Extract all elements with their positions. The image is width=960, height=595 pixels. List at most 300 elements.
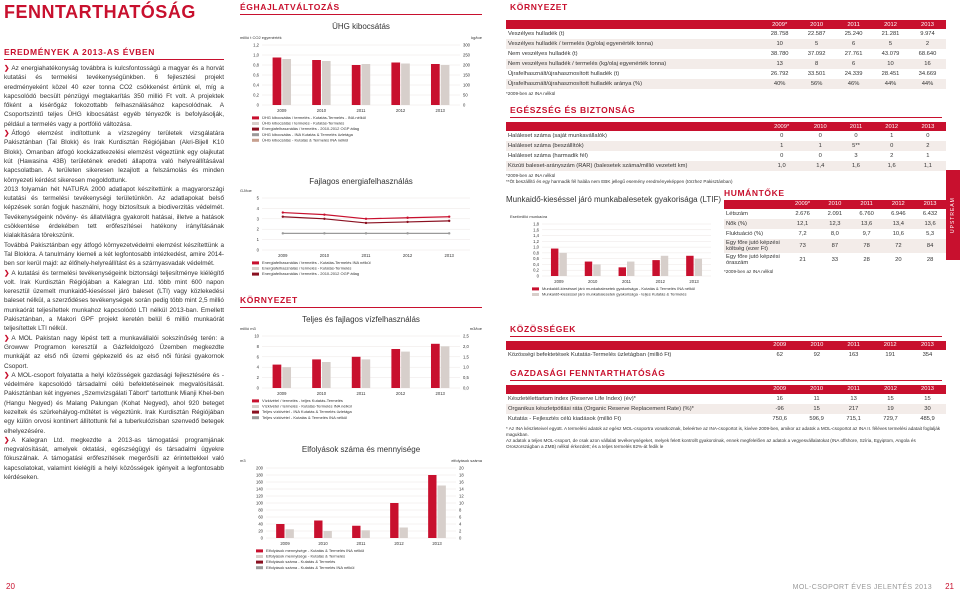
table-cell: 13 xyxy=(850,395,857,402)
table-cell: 15 xyxy=(924,395,931,402)
data-point xyxy=(282,216,284,218)
table-cell: 1 xyxy=(926,153,930,160)
data-point xyxy=(448,216,450,218)
bar xyxy=(352,65,361,105)
row-label: Veszélyes hulladék (t) xyxy=(508,31,565,37)
results-heading: EREDMÉNYEK A 2013-AS ÉVBEN xyxy=(4,47,156,57)
y-tick-label: 1,0 xyxy=(253,52,259,58)
table-cell: 9,7 xyxy=(862,230,871,237)
table-row xyxy=(506,151,946,161)
legend-swatch xyxy=(252,122,259,125)
table-cell: 56% xyxy=(798,79,835,89)
table-cell: 2 xyxy=(909,39,946,49)
table-row xyxy=(724,219,946,229)
column-header: 2011 xyxy=(851,200,883,209)
table-cell: 485,9 xyxy=(920,415,935,422)
column-header: 2010 xyxy=(802,122,838,131)
legend-label: Vízkivétel / termelés - Kutatás-Termelés INA nélkül xyxy=(262,403,352,409)
table-cell: 2.676 xyxy=(795,210,810,217)
table-cell: 10 xyxy=(761,39,798,49)
environment-heading: KÖRNYEZET xyxy=(240,295,298,305)
data-point xyxy=(323,218,325,220)
table-cell: 2.091 xyxy=(827,210,843,217)
table-cell: 6.432 xyxy=(922,210,938,217)
table-cell: 84 xyxy=(914,239,946,253)
legend-swatch xyxy=(532,293,539,296)
y-tick-label: 0 xyxy=(256,247,259,253)
y2-tick-label: 0 xyxy=(459,535,462,541)
bar xyxy=(585,261,592,275)
y-tick-label: 0,2 xyxy=(253,92,259,98)
y-tick-label: 0 xyxy=(260,535,263,541)
community-table xyxy=(506,341,946,360)
table-cell: 9.974 xyxy=(920,31,935,37)
column-header: 2009 xyxy=(761,341,798,350)
table-cell: 10 xyxy=(872,59,909,69)
y-tick-label: 0,8 xyxy=(533,249,539,255)
table-cell: 1,6 xyxy=(838,161,873,171)
table-cell: 0 xyxy=(818,133,822,140)
paragraph xyxy=(4,64,224,129)
table-row xyxy=(506,394,946,404)
legend-label: Munkaidő-kieséssel járó munkabalesetek gyakorisága - Kutatás & Termelés INA nélkül xyxy=(542,285,696,291)
table-row xyxy=(724,239,946,253)
y-tick-label: 60 xyxy=(258,514,263,520)
paragraph xyxy=(4,269,224,334)
table-cell: 28.758 xyxy=(770,31,789,37)
y2-tick-label: 16 xyxy=(459,479,464,485)
column-header: 2009 xyxy=(761,385,798,394)
bar xyxy=(314,521,322,539)
y-tick-label: 0,4 xyxy=(253,82,259,88)
row-label: Nem veszélyes hulladék / termelés (kg/olaj egyenérték tonna) xyxy=(506,59,761,69)
table-cell: 5,3 xyxy=(926,230,935,237)
page-number-left: 20 xyxy=(6,582,15,591)
table-cell: 33 xyxy=(831,256,839,263)
column-header: 2013 xyxy=(909,385,946,394)
column-header: 2013 xyxy=(909,20,946,29)
y-tick-label: 1 xyxy=(256,237,259,243)
y2-tick-label: 150 xyxy=(463,72,470,78)
x-tick-label: 2011 xyxy=(621,278,632,284)
table-cell: 191 xyxy=(885,351,896,358)
table-cell: 10,6 xyxy=(892,230,904,237)
legend-swatch xyxy=(252,405,259,408)
y-tick-label: 1,0 xyxy=(533,244,539,250)
table-cell: 72 xyxy=(882,239,914,253)
bar xyxy=(391,349,400,388)
legend-swatch xyxy=(252,128,259,131)
row-label: Újrafelhasznált/újrahasznosított hulladék (t) xyxy=(508,71,620,77)
bar xyxy=(695,258,702,275)
x-tick-label: 2013 xyxy=(432,541,442,546)
table-cell: 163 xyxy=(848,351,859,358)
table-cell: 92 xyxy=(813,351,821,358)
legend-label: Energiafelhasználás / termelés - Kutatás-Termelés INA nélkül xyxy=(262,260,371,265)
table-cell: 24.339 xyxy=(844,71,863,77)
table-cell: 12,1 xyxy=(786,219,819,229)
ltif-and-hr xyxy=(506,188,946,316)
ghg-chart xyxy=(236,15,486,165)
y2-tick-label: 1,5 xyxy=(463,354,469,360)
hse-notes xyxy=(506,173,946,185)
legend-swatch xyxy=(252,116,259,119)
table-cell: 7,2 xyxy=(798,230,807,237)
table-cell: 21.281 xyxy=(881,31,900,37)
table-cell: 6.946 xyxy=(891,210,906,217)
table-row xyxy=(724,253,946,267)
y-axis-unit: Eset/millió munkaóra xyxy=(510,213,548,219)
bar xyxy=(312,60,321,105)
bar xyxy=(286,529,294,538)
column-header: 2012 xyxy=(872,341,909,350)
column-header: 2013 xyxy=(914,200,946,209)
table-row xyxy=(506,131,946,141)
x-tick-label: 2012 xyxy=(395,108,406,113)
table-cell: 22.587 xyxy=(807,31,826,37)
table-cell: 33.501 xyxy=(807,71,826,77)
bar xyxy=(352,357,361,388)
hr-heading: HUMÁNTŐKE xyxy=(724,187,785,198)
legend-swatch xyxy=(252,139,259,142)
table-cell: 37.092 xyxy=(807,51,826,57)
footer-text: MOL-CSOPORT ÉVES JELENTÉS 2013 xyxy=(792,584,932,591)
bar xyxy=(282,59,291,105)
footnote: *2009-ben az INA nélkül xyxy=(506,173,556,179)
table-cell: 34.669 xyxy=(918,71,937,77)
bar xyxy=(282,367,291,388)
table-cell: 19 xyxy=(872,404,909,414)
paragraph-text: Továbbá Pakisztánban egy átfogó környezetvédelmi elemzést készítettünk a Tal Blokkra. A tanulmány kiemeli a két legfontosabb intézkedést, amire 2014-ben sor kerül majd: az élőhely-helyreállítást és a szárnyasvadak védelmét. xyxy=(4,241,224,268)
row-label: Nem veszélyes hulladék (t) xyxy=(508,51,578,57)
y-tick-label: 0,2 xyxy=(533,267,539,273)
legend-swatch xyxy=(256,555,263,558)
legend-label: Teljes vízkivétel - Kutatás & Termelés INA nélkül xyxy=(262,414,348,420)
table-row xyxy=(506,141,946,151)
y-tick-label: 80 xyxy=(258,507,263,513)
paragraph-text: Az energiahatékonyság továbbra is kulcsfontosságú a magyar és a horvát kutatási és termelési tevékenységünkben. 6 fejlesztési projekt eredményeként közel 40 ezer tonna CO2 csökkenést értünk el, míg a kapcsolódó becsült pénzügyi megtakarítás 350 millió Ft volt. A projektek főként a kisérőgáz fokozottabb felhasználásához kapcsolódnak. A Csoportszintű teljes ÜHG kibocsátást egyéb tényezők is befolyásolják, például a termelés vagy a portfólió változása. xyxy=(4,65,224,128)
table-row xyxy=(506,350,946,360)
hr-block xyxy=(724,188,946,277)
table-cell: 26.792 xyxy=(770,71,789,77)
row-label: Organikus készletpótlási ráta (Organic Reserve Replacement Rate) (%)* xyxy=(506,404,761,414)
tables-column xyxy=(506,0,946,452)
data-point xyxy=(282,211,284,213)
water-chart xyxy=(236,308,486,433)
legend-label: Energiafelhasználás / termelés - 2010-2012 OGP átlag xyxy=(262,271,360,277)
bar xyxy=(652,260,659,276)
page-title: FENNTARTHATÓSÁG xyxy=(4,2,196,22)
chevron-icon: ❯ xyxy=(4,65,10,72)
table-cell: 1,0 xyxy=(761,161,802,171)
energy-chart xyxy=(236,170,486,290)
y2-tick-label: 200 xyxy=(463,62,470,68)
chart-title: ÜHG kibocsátás xyxy=(332,22,390,31)
x-tick-label: 2010 xyxy=(316,391,327,396)
column-header: 2012 xyxy=(872,20,909,29)
x-tick-label: 2009 xyxy=(554,278,564,284)
bar xyxy=(391,63,400,106)
bar xyxy=(273,365,282,388)
x-tick-label: 2009 xyxy=(278,253,288,258)
y2-tick-label: 0,5 xyxy=(463,375,469,381)
table-cell: 1 xyxy=(802,141,838,151)
paragraph xyxy=(4,436,224,482)
table-cell: 16 xyxy=(776,395,783,402)
bar xyxy=(559,252,566,275)
bar xyxy=(401,64,410,106)
y2-tick-label: 0,0 xyxy=(463,385,469,391)
table-cell: 13,4 xyxy=(882,219,914,229)
legend-swatch xyxy=(252,411,259,414)
table-row xyxy=(724,209,946,219)
row-label: Nők (%) xyxy=(724,219,786,229)
table-cell: 0 xyxy=(818,153,822,160)
bar xyxy=(619,267,626,276)
legend-label: Elfolyások száma - Kutatás & Termelés INA nélkül xyxy=(266,564,355,570)
x-tick-label: 2011 xyxy=(356,391,366,396)
y-tick-label: 120 xyxy=(256,493,263,499)
row-label: Készletélettartam index (Reserve Life Index) (év)* xyxy=(508,395,636,402)
table-row xyxy=(506,404,946,414)
table-row xyxy=(506,39,946,49)
table-cell: 6 xyxy=(835,59,872,69)
table-row xyxy=(506,69,946,79)
legend-label: Elfolyások száma - Kutatás & Termelés xyxy=(266,559,336,565)
data-point xyxy=(282,232,284,234)
paragraph xyxy=(4,371,224,436)
y-tick-label: 8 xyxy=(256,343,259,349)
ltif-chart xyxy=(506,188,721,316)
x-tick-label: 2011 xyxy=(356,108,366,113)
y-tick-label: 0,8 xyxy=(253,62,259,68)
column-header: 2012 xyxy=(874,122,910,131)
legend-label: ÜHG kibocsátás / termelés - Kutatás-Termelés - INA nélkül xyxy=(262,115,366,120)
table-cell: 0 xyxy=(874,141,910,151)
table-cell: -96 xyxy=(761,404,798,414)
legend-label: Energiafelhasználás / termelés - 2010-2012 OGP átlag xyxy=(262,126,360,132)
y-tick-label: 1,2 xyxy=(253,42,259,48)
table-cell: 596,9 xyxy=(809,415,824,422)
bar xyxy=(401,352,410,388)
spills-chart xyxy=(236,438,486,583)
data-point xyxy=(448,232,450,234)
column-header: 2011 xyxy=(835,20,872,29)
safety-table xyxy=(506,122,946,171)
bar xyxy=(400,528,408,539)
y-tick-label: 6 xyxy=(256,354,259,360)
column-header: 2013 xyxy=(910,122,946,131)
table-cell: 87 xyxy=(819,239,851,253)
hr-note: *2009-ben az INA nélkül xyxy=(724,268,774,274)
bar xyxy=(362,64,371,105)
x-tick-label: 2013 xyxy=(435,108,445,113)
table-cell: 46% xyxy=(835,79,872,89)
y2-tick-label: 2 xyxy=(459,528,462,534)
table-cell: 750,6 xyxy=(772,415,787,422)
paragraph xyxy=(4,334,224,371)
y2-tick-label: 2,5 xyxy=(463,333,469,339)
y-tick-label: 0,6 xyxy=(253,72,259,78)
table-cell: 43.079 xyxy=(881,51,900,57)
y-tick-label: 0 xyxy=(536,273,539,279)
y-tick-label: 1,4 xyxy=(533,232,539,238)
column-header xyxy=(506,20,761,29)
x-tick-label: 2012 xyxy=(395,391,406,396)
x-tick-label: 2011 xyxy=(361,253,371,258)
column-header: 2009* xyxy=(786,200,819,209)
row-label: Haláleset száma (beszállítók) xyxy=(506,141,761,151)
column-header: 2012 xyxy=(872,385,909,394)
paragraph-text: A kutatási és termelési tevékenységeink biztonsági teljesítménye kiélégítő volt. Irak Kurdisztán Régiójában a Kalegran Ltd. több mint 600 napon keresztül üzemelt munkaidő-kieséssel járó baleset (LTI) vagy közlekedési baleset nélkül, a szerződéses tevékenységek során pedig több mint 2,5 millió munkaórát teljesítettek munkahoz kapcsolódó LTI nélkül 2013-ban. Emellett Pakisztánban, a Makori GPF projekt keretén belül 6 millió munkaórát teljesítettek LTI nélkül. xyxy=(4,269,224,333)
data-point xyxy=(365,232,367,234)
column-header: 2009* xyxy=(761,122,802,131)
legend-label: Elfolyások mennyisége - Kutatás & Termelés xyxy=(266,553,346,559)
x-tick-label: 2011 xyxy=(356,541,366,546)
legend-swatch xyxy=(252,399,259,402)
row-label: Haláleset száma (harmadik fél) xyxy=(508,153,588,160)
row-label: Fluktuáció (%) xyxy=(726,230,764,237)
legend-swatch xyxy=(252,416,259,419)
economic-table xyxy=(506,385,946,424)
paragraph xyxy=(4,241,224,269)
y2-tick-label: 300 xyxy=(463,42,470,48)
chevron-icon: ❯ xyxy=(4,130,10,138)
legend-swatch xyxy=(252,133,259,136)
x-tick-label: 2012 xyxy=(394,541,404,546)
data-point xyxy=(406,221,408,223)
y-tick-label: 0 xyxy=(256,102,259,108)
environment-table xyxy=(506,20,946,89)
table-row xyxy=(506,59,946,69)
y2-tick-label: 10 xyxy=(459,500,464,506)
table-row xyxy=(506,29,946,39)
table-cell: 1 xyxy=(761,141,802,151)
bar xyxy=(627,261,634,275)
x-tick-label: 2010 xyxy=(318,541,328,546)
y-tick-label: 1,2 xyxy=(533,238,539,244)
column-header: 2011 xyxy=(838,122,873,131)
y2-tick-label: 0 xyxy=(463,102,466,108)
table-cell: 217 xyxy=(835,404,872,414)
x-tick-label: 2009 xyxy=(277,391,287,396)
y-axis-unit: millió t CO2 egyenérték xyxy=(240,35,282,40)
table-cell: 2 xyxy=(890,153,894,160)
column-header: 2010 xyxy=(798,341,835,350)
column-header: 2009* xyxy=(761,20,798,29)
column-header: 2010 xyxy=(798,385,835,394)
table-cell: 28 xyxy=(926,256,934,263)
column-header xyxy=(506,341,761,350)
y-axis-unit: GJ/toe xyxy=(240,188,252,193)
chevron-icon: ❯ xyxy=(4,436,10,444)
x-tick-label: 2013 xyxy=(444,253,454,258)
bar xyxy=(441,346,450,388)
table-cell: 1,6 xyxy=(874,161,910,171)
chevron-icon: ❯ xyxy=(4,371,10,379)
table-cell: 354 xyxy=(922,351,933,358)
table-cell: 5** xyxy=(838,141,873,151)
bar xyxy=(428,475,436,538)
table-cell: 0 xyxy=(780,133,784,140)
bar xyxy=(322,61,331,105)
table-cell: 44% xyxy=(872,79,909,89)
y-tick-label: 0,6 xyxy=(533,255,539,261)
bar xyxy=(322,362,331,388)
row-label: Kutatás - Fejlesztés célú kiadások (millió Ft) xyxy=(508,415,622,422)
legend-label: Energiafelhasználás / termelés - Kutatás-Termelés xyxy=(262,265,352,271)
y-tick-label: 20 xyxy=(258,528,263,534)
table-cell: 8 xyxy=(798,59,835,69)
chevron-icon: ❯ xyxy=(4,334,10,342)
column-header: 2012 xyxy=(882,200,914,209)
table-row xyxy=(506,49,946,59)
legend-label: ÜHG kibocsátás / termelés - Kutatás-Termelés xyxy=(262,120,345,126)
y-tick-label: 40 xyxy=(258,521,263,527)
x-tick-label: 2010 xyxy=(319,253,330,258)
table-cell: 0 xyxy=(854,133,858,140)
y-tick-label: 0 xyxy=(256,385,259,391)
table-cell: 6.760 xyxy=(859,210,874,217)
y-tick-label: 100 xyxy=(256,500,263,506)
y-tick-label: 2 xyxy=(256,226,259,232)
table-cell: 12,3 xyxy=(819,219,851,229)
table-cell: 30 xyxy=(909,404,946,414)
bar xyxy=(362,359,371,388)
legend-swatch xyxy=(256,549,263,552)
column-header: 2010 xyxy=(798,20,835,29)
table-cell: 729,7 xyxy=(883,415,898,422)
y2-tick-label: 12 xyxy=(459,493,464,499)
legend-swatch xyxy=(252,273,259,276)
paragraph-text: 2013 folyamán hét NATURA 2000 adatlapot készítettünk a magyarországi kutatási és termelési tevékenységi területünkön. Az adatlapokat belső képzések során fogjuk használni, hogy biztosítsuk a biodiverzitás védelmét. Tevékenységeink növény- és állatvilágra gyakorolt hatásai, illetve a hatások csökkentése érdekében tett erőfeszítései hatékony irányításának kialakítására törekszünk. xyxy=(4,185,224,240)
x-tick-label: 2009 xyxy=(280,541,290,546)
bar xyxy=(686,255,693,275)
y-tick-label: 1,8 xyxy=(533,221,539,227)
legend-label: Munkaidő-kieséssel járó munkabalesetek gyakorisága - teljes Kutatás & Termelés xyxy=(542,291,687,297)
table-row xyxy=(506,79,946,89)
paragraph xyxy=(4,185,224,241)
table-cell: 13,6 xyxy=(851,219,883,229)
column-header: 2010 xyxy=(819,200,851,209)
column-header xyxy=(506,122,761,131)
y-tick-label: 5 xyxy=(256,195,259,201)
data-point xyxy=(406,217,408,219)
page-number-right: 21 xyxy=(945,582,954,591)
bar xyxy=(551,248,558,275)
data-point xyxy=(406,232,408,234)
footnote: Az adatok a teljes MOL-csoport, de csak azon vállalati tevékenységeket, melyek felett kontrollt gyakorolnak, ennek megfelelően az adatok a vegyesvállalatokat (INA offshore, Szíria, Egyiptom, Angola és Oroszországban a ZMB) nélkül érkezdett; és a teljes termelés 82%-át fedik le xyxy=(506,438,916,450)
bar xyxy=(273,58,282,106)
table-row xyxy=(506,414,946,424)
paragraph xyxy=(4,129,224,185)
charts-column xyxy=(236,0,486,588)
bar xyxy=(390,503,398,538)
row-label: Létszám xyxy=(726,210,748,217)
table-cell: 62 xyxy=(776,351,783,358)
bar xyxy=(362,530,370,538)
upstream-tab: UPSTREAM xyxy=(946,170,960,260)
footnote: **Öt beszállító és egy harmadik fél halála nem EBK jellegű esemény eredményeképpen (törzhez Pakisztánban) xyxy=(506,179,733,185)
y-tick-label: 160 xyxy=(256,479,263,485)
legend-label: Vízkivétel / termelés - teljes Kutatás-Termelés xyxy=(262,398,343,403)
table-cell: 0 xyxy=(780,153,784,160)
env-note: *2009-ben az INA nélkül xyxy=(506,91,556,96)
column-header: 2011 xyxy=(835,385,872,394)
legend-label: ÜHG kibocsátás - Kutatás & Termelés INA nélkül xyxy=(262,137,349,143)
y2-tick-label: 4 xyxy=(459,521,462,527)
chevron-icon: ❯ xyxy=(4,269,10,277)
